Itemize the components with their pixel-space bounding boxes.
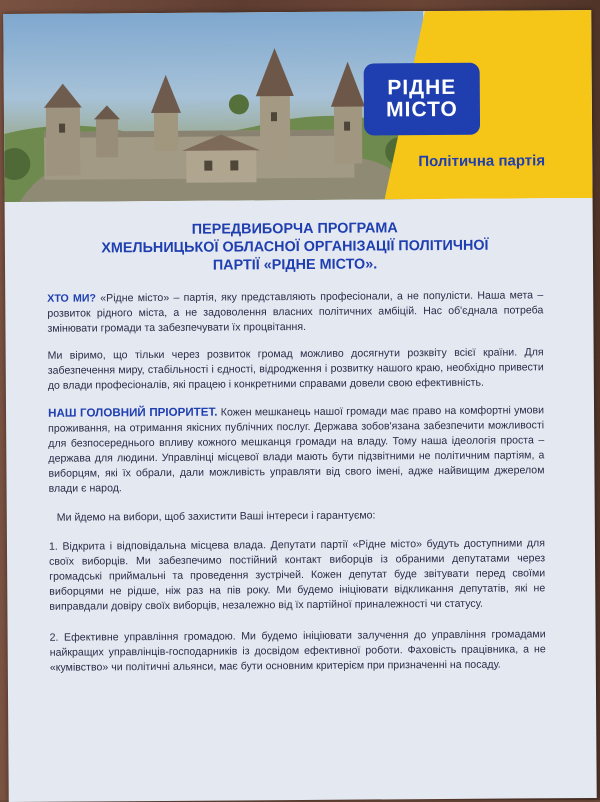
who-lead: ХТО МИ? [47,292,96,305]
leaflet-banner [3,10,592,202]
logo-line-1: РІДНЕ [387,75,457,100]
title-line-1: ПЕРЕДВИБОРЧА ПРОГРАМА [191,220,398,238]
program-text [47,218,546,691]
party-logo [364,63,480,136]
castle-photo [3,11,424,202]
guarantees-intro: Ми йдемо на вибори, щоб захистити Ваші інтереси і гарантуємо: [56,509,376,524]
priority-paragraph [48,402,545,496]
priority-lead: НАШ ГОЛОВНИЙ ПРІОРИТЕТ. [47,405,218,420]
belief-paragraph: Ми віримо, що тільки через розвиток громад можливо досягнути розквіту всієї країни. Для забезпечення миру, стабільності і єдності, відродження і розвитку нашого краю, необхідно привести до влади професіоналів, які працею і конкретними справами довели свою ефективність. [47,346,544,392]
party-type-label: Політична партія [418,152,546,171]
document-title [47,218,543,275]
who-text: «Рідне місто» – партія, яку представляють професіонали, а не популісти. Наша мета – розвиток рідного міста, а не задоволення власних політичних амбіцій. Нас об'єднала потреба змінювати громади та забезпечувати їх процвітання. [47,289,544,335]
guarantee-item-1: 1. Відкрита і відповідальна місцева влада. Депутати партії «Рідне місто» будуть доступними для своїх виборців. Ми забезпечимо постійний контакт виборців із обраними депутатами через громадські приймальні та проведення зустрічей. Кожен депутат буде звітувати перед своїми виборцями не рідше, ніж раз на пів року. Ми будемо ініціювати відкликання депутатів, які не виправдали довіру своїх виборців, незалежно від їх партійної приналежності чи статусу. [48,537,546,613]
leaflet-sheet [3,10,596,802]
logo-line-2: МІСТО [386,97,458,122]
who-paragraph [47,288,543,336]
castle-illustration [3,11,424,202]
title-line-2: ХМЕЛЬНИЦЬКОЇ ОБЛАСНОЇ ОРГАНІЗАЦІЇ ПОЛІТИЧНОЇ [101,237,489,257]
priority-text: Кожен мешканець нашої громади має право на комфортні умови проживання, на отримання якісних публічних послуг. Держава зобов'язана забезпечити можливості для безпосереднього впливу кожного мешканця громади на владу. Тому наша ідеологія проста – держава для людини. Управлінці місцевої влади мають бути підзвітними не політичним партіям, а виборцям, які їх обрали, дали можливість управляти від свого імені, адже найвищим джерелом влади є народ. [48,404,545,495]
guarantee-item-2: 2. Ефективне управління громадою. Ми будемо ініціювати залучення до управління громадами найкращих управлінців-господарників із досвідом ефективної роботи. Фаховість працівника, а не «кумівство» чи політичні альянси, має бути основним критерієм при призначенні на посаду. [49,628,546,674]
title-line-3: ПАРТІЇ «РІДНЕ МІСТО». [212,256,378,274]
